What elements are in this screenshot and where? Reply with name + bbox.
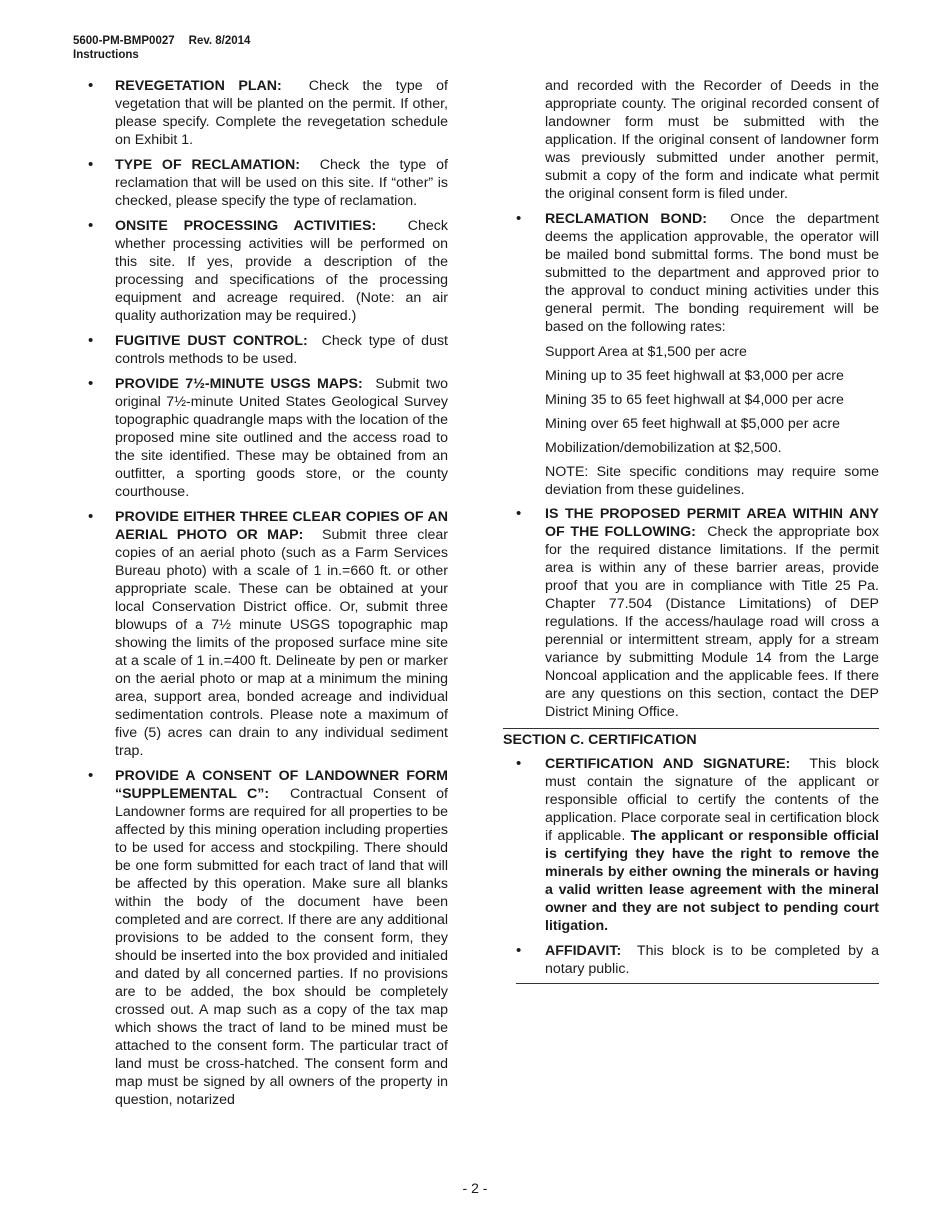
item-bold-body: The applicant or responsible official is certifying they have the right to remove the minerals by either owning the minerals or having a valid written lease agreement with the mineral owner and they are not subject to pending court litigation. — [545, 828, 879, 934]
right-column — [503, 77, 879, 984]
item-body: Check type of dust controls methods to be used. — [115, 333, 448, 367]
revision-label: Rev. 8/2014 — [188, 35, 251, 47]
item-body: Once the department deems the application approvable, the operator will be mailed bond submittal forms. The bond must be submitted to the department and approved prior to the approval to conduct mining activities under this general permit. The bonding requirement will be based on the following rates: — [545, 211, 879, 335]
page-number: - 2 - — [462, 1180, 488, 1196]
certification-list — [503, 755, 879, 978]
item-body: This block must contain the signature of the applicant or responsible official to certify the contents of the application. Place corporate seal in certification block if applicable. — [545, 756, 879, 844]
list-item-fugitive-dust — [88, 332, 448, 368]
list-item-onsite-processing — [88, 217, 448, 325]
item-title: FUGITIVE DUST CONTROL: — [115, 333, 308, 349]
item-title: PROVIDE A CONSENT OF LANDOWNER FORM “SUPPLEMENTAL C”: — [115, 768, 448, 802]
item-title: AFFIDAVIT: — [545, 943, 622, 959]
item-body: This block is to be completed by a notary public. — [545, 943, 879, 977]
item-body: Check the appropriate box for the required distance limitations. If the permit area is within any of these barrier areas, provide proof that you are in compliance with Title 25 Pa. Chapter 77.504 (Distance Limitations) of DEP regulations. If the access/haulage road will cross a perennial or intermittent stream, apply for a stream variance by submitting Module 14 from the Large Noncoal application and the applicable fees. If there are any questions on this section, contact the DEP District Mining Office. — [545, 524, 879, 720]
list-item-reclamation-bond — [503, 210, 879, 336]
item-title: REVEGETATION PLAN: — [115, 78, 282, 94]
item-title: PROVIDE EITHER THREE CLEAR COPIES OF AN AERIAL PHOTO OR MAP: — [115, 509, 448, 543]
item-body: Check the type of reclamation that will be used on this site. If “other” is checked, please specify the type of reclamation. — [115, 157, 448, 209]
list-item-certification — [503, 755, 879, 935]
left-column — [88, 77, 448, 1116]
bond-note: NOTE: Site specific conditions may require some deviation from these guidelines. — [545, 464, 879, 498]
item-title: ONSITE PROCESSING ACTIVITIES: — [115, 218, 377, 234]
list-item-type-of-reclamation — [88, 156, 448, 210]
bond-rates — [503, 343, 879, 457]
list-item-aerial-photo — [88, 508, 448, 760]
rate-line: Mobilization/demobilization at $2,500. — [545, 440, 782, 456]
rate-line: Mining up to 35 feet highwall at $3,000 per acre — [545, 368, 844, 384]
section-c-title: SECTION C. CERTIFICATION — [503, 732, 697, 748]
item-title: TYPE OF RECLAMATION: — [115, 157, 301, 173]
instruction-list-left — [88, 77, 448, 1109]
instruction-list-right-2 — [503, 505, 879, 721]
item-body: Submit two original 7½-minute United States Geological Survey topographic quadrangle maps with the location of the proposed mine site outlined and the access road to the site identified. These may be obtained from an outfitter, a sporting goods store, or the county courthouse. — [115, 376, 448, 500]
header-subtitle: Instructions — [73, 49, 139, 61]
list-item-usgs-maps — [88, 375, 448, 501]
consent-continuation: and recorded with the Recorder of Deeds in the appropriate county. The original recorded consent of landowner form must be submitted with the application. If the original consent of landowner form was previously submitted under another permit, submit a copy of the form and indicate what permit the original consent form is filed under. — [545, 78, 879, 202]
rate-line: Support Area at $1,500 per acre — [545, 344, 747, 360]
rate-line: Mining over 65 feet highwall at $5,000 per acre — [545, 416, 840, 432]
item-title: RECLAMATION BOND: — [545, 211, 707, 227]
instruction-list-right — [503, 210, 879, 336]
document-header — [73, 34, 250, 62]
list-item-barrier-areas — [503, 505, 879, 721]
form-id: 5600-PM-BMP0027 — [73, 35, 175, 47]
section-bottom-rule — [516, 983, 879, 984]
item-title: PROVIDE 7½-MINUTE USGS MAPS: — [115, 376, 363, 392]
list-item-affidavit — [503, 942, 879, 978]
rate-line: Mining 35 to 65 feet highwall at $4,000 per acre — [545, 392, 844, 408]
item-body: Contractual Consent of Landowner forms are required for all properties to be affected by this mining operation including properties to be used for access and stockpiling. There should be one form submitted for each tract of land that will be affected by this operation. Make sure all blanks within the body of the document have been completed and are correct. If there are any additional provisions to be added to the consent form, they should be inserted into the box provided and initialed and dated by all concerned parties. If no provisions are to be added, the box should be completely crossed out. A map such as a copy of the tax map which shows the tract of land to be mined must be attached to the consent form. The particular tract of land must be cross-hatched. The consent form and map must be signed by all owners of the property in question, notarized — [115, 786, 448, 1108]
item-title: CERTIFICATION AND SIGNATURE: — [545, 756, 791, 772]
list-item-revegetation-plan — [88, 77, 448, 149]
item-body: Check whether processing activities will be performed on this site. If yes, provide a description of the processing and specifications of the processing equipment and acreage required. (Note: an air quality authorization may be required.) — [115, 218, 448, 324]
list-item-consent-of-landowner — [88, 767, 448, 1109]
item-title: IS THE PROPOSED PERMIT AREA WITHIN ANY OF THE FOLLOWING: — [545, 506, 879, 540]
item-body: Check the type of vegetation that will be planted on the permit. If other, please specify. Complete the revegetation schedule on Exhibit 1. — [115, 78, 448, 148]
item-body: Submit three clear copies of an aerial photo (such as a Farm Services Bureau photo) with a scale of 1 in.=660 ft. or other appropriate scale. These can be obtained at your local Conservation District office. Or, submit three blowups of a 7½ minute USGS topographic map showing the limits of the proposed surface mine site at a scale of 1 in.=400 ft. Delineate by pen or marker on the aerial photo or map at a minimum the mining area, support area, bonded acreage and individual sedimentation controls. Please note a maximum of five (5) acres can drain to any individual sediment trap. — [115, 527, 448, 759]
